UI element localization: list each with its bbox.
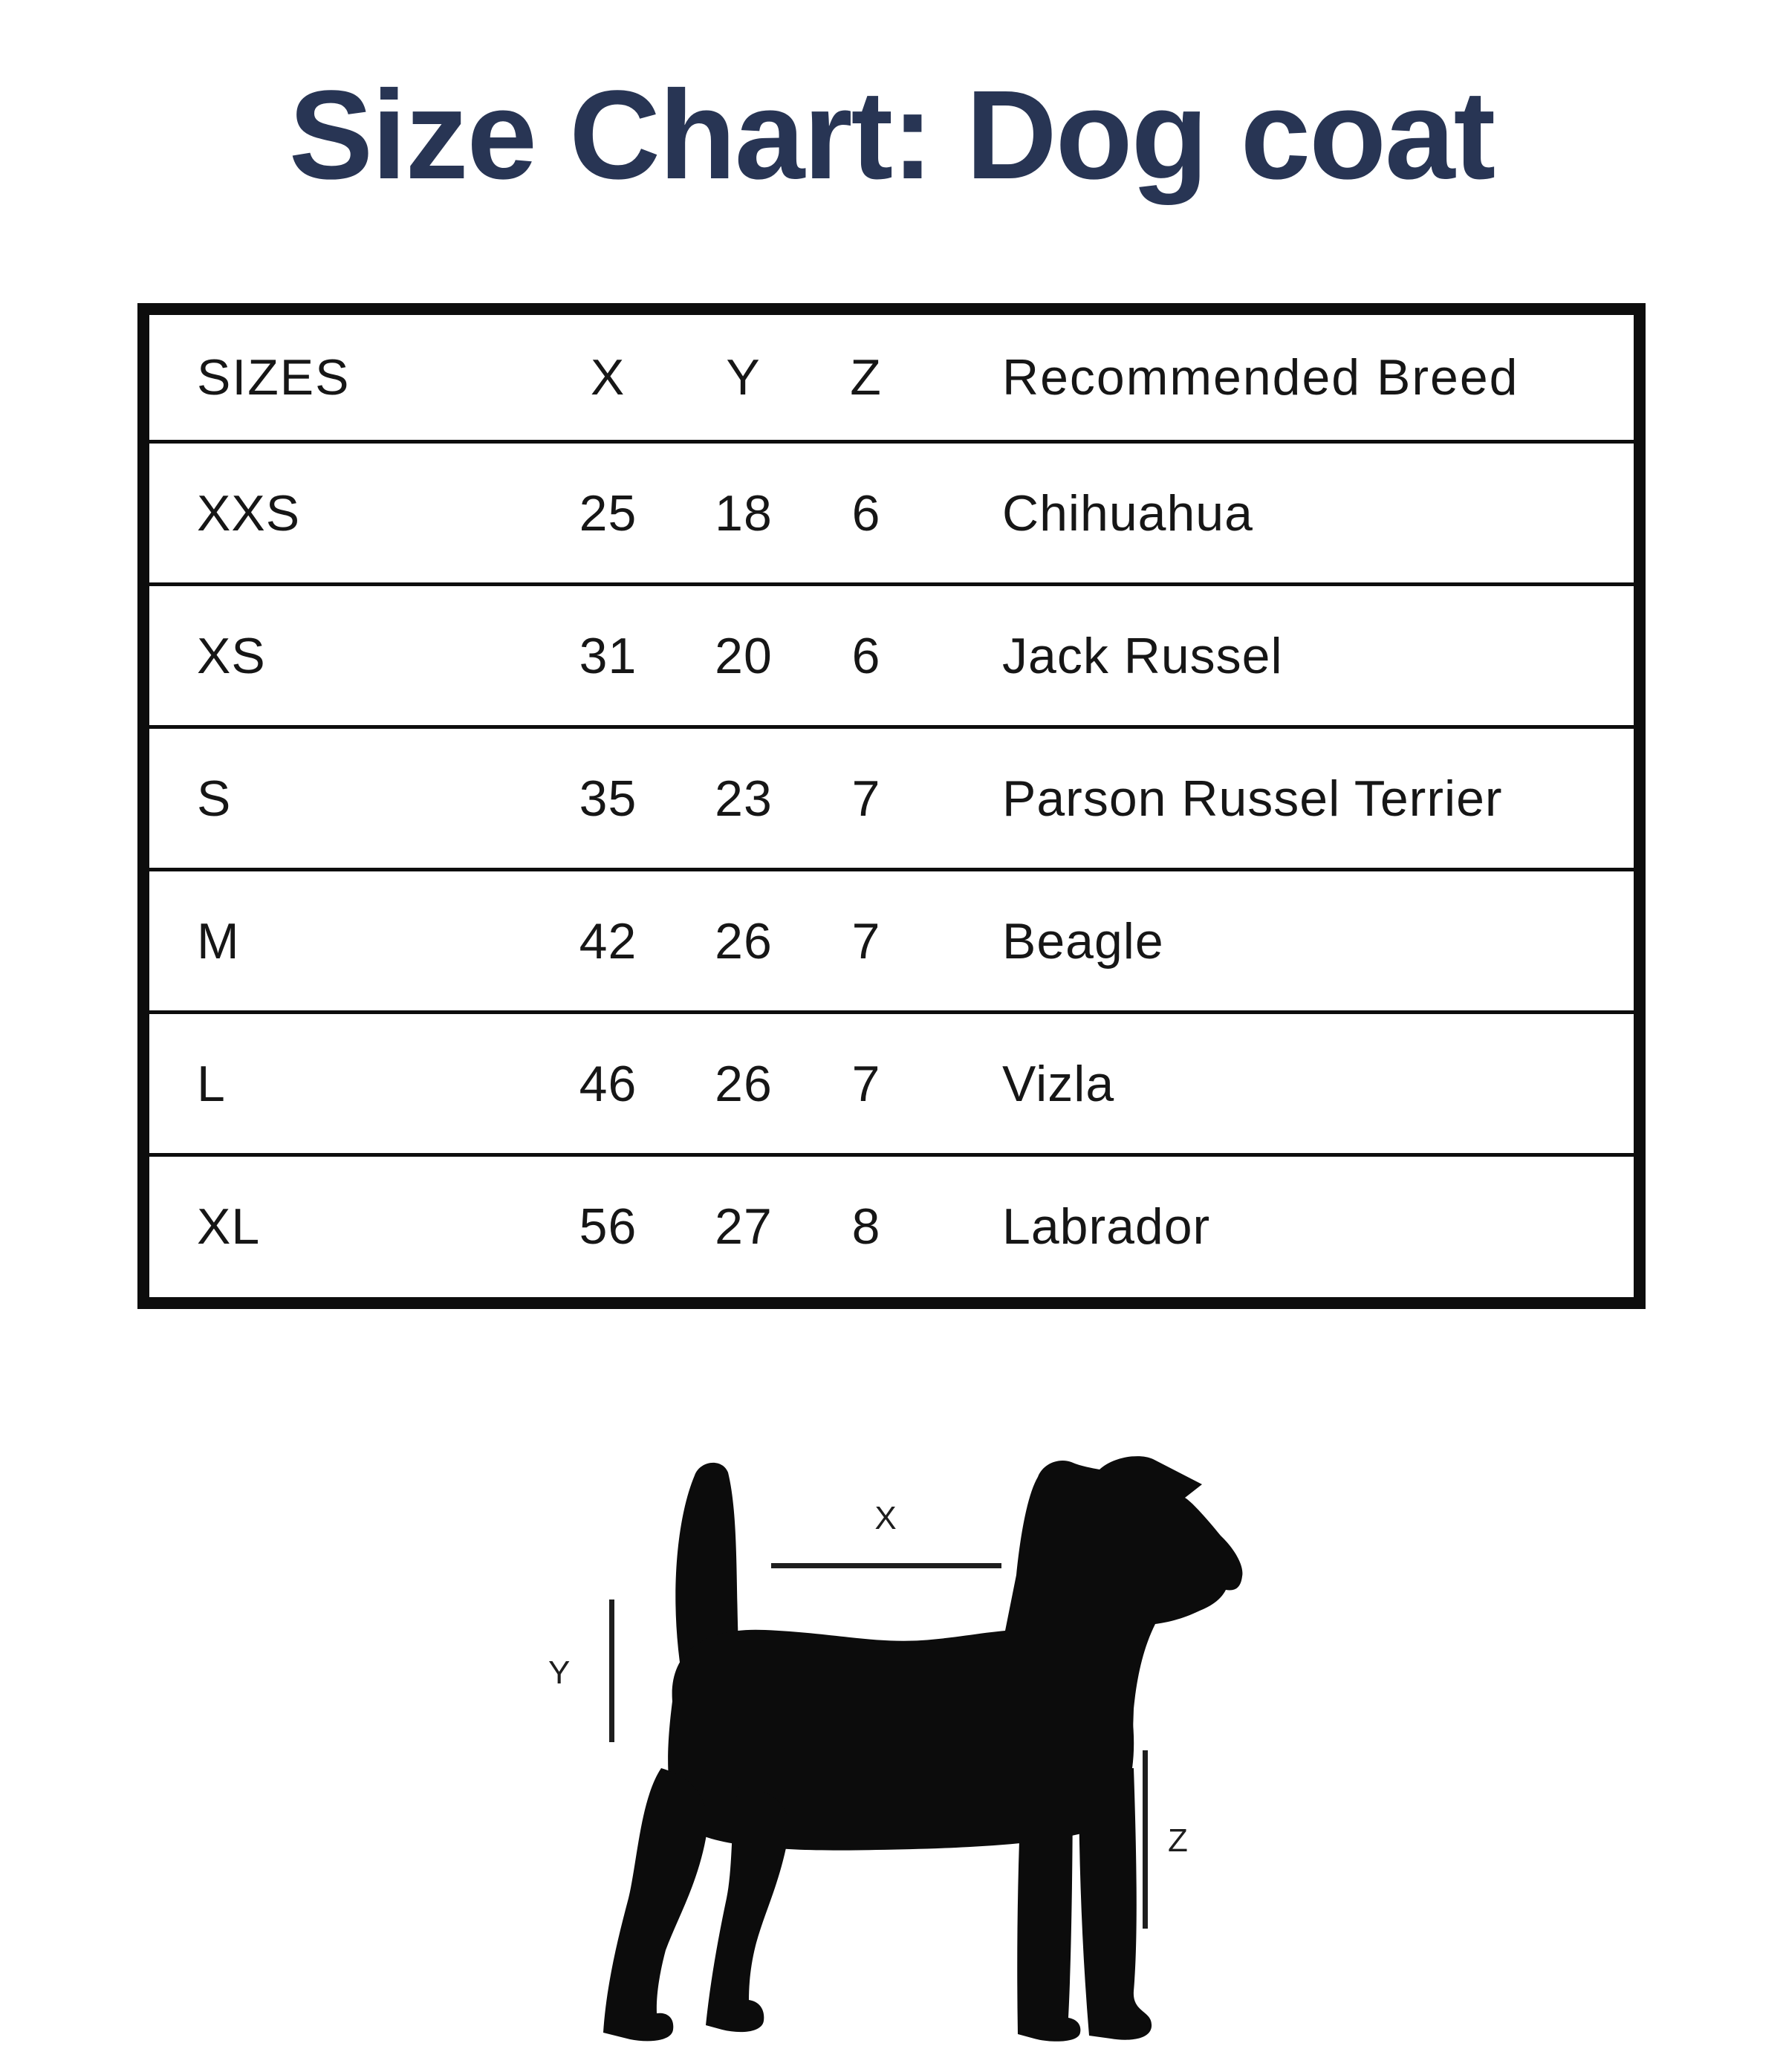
measure-z-line	[1143, 1750, 1148, 1929]
dog-hind-leg-rear	[603, 1768, 707, 2041]
table-row	[149, 868, 1634, 1010]
cell-x: 42	[579, 912, 637, 970]
table-row	[149, 1010, 1634, 1153]
dog-front-leg-forward	[1079, 1768, 1152, 2040]
table-row	[149, 1153, 1634, 1296]
cell-size: S	[197, 770, 232, 827]
cell-y: 18	[715, 484, 773, 542]
cell-size: M	[197, 912, 240, 970]
cell-y: 27	[715, 1198, 773, 1255]
cell-breed: Chihuahua	[1002, 484, 1253, 542]
cell-z: 8	[851, 1198, 881, 1255]
dog-front-leg-back	[1017, 1768, 1080, 2042]
cell-size: XL	[197, 1198, 261, 1255]
measure-x-label: X	[874, 1500, 898, 1536]
measure-y-label: Y	[548, 1654, 572, 1691]
dog-silhouette	[603, 1456, 1242, 2042]
measure-y-line	[609, 1600, 614, 1742]
cell-z: 6	[851, 484, 881, 542]
cell-z: 7	[851, 912, 881, 970]
cell-z: 7	[851, 770, 881, 827]
cell-z: 6	[851, 627, 881, 684]
cell-size: L	[197, 1055, 226, 1112]
cell-x: 46	[579, 1055, 637, 1112]
cell-x: 25	[579, 484, 637, 542]
cell-y: 20	[715, 627, 773, 684]
measure-x-line	[771, 1563, 1001, 1568]
cell-x: 56	[579, 1198, 637, 1255]
cell-breed: Parson Russel Terrier	[1002, 770, 1503, 827]
table-row	[149, 582, 1634, 725]
measure-z-label: Z	[1168, 1822, 1189, 1859]
table-row	[149, 725, 1634, 868]
cell-breed: Vizla	[1002, 1055, 1115, 1112]
cell-y: 26	[715, 1055, 773, 1112]
cell-size: XS	[197, 627, 266, 684]
column-header-breed: Recommended Breed	[1002, 349, 1519, 406]
cell-z: 7	[851, 1055, 881, 1112]
cell-y: 26	[715, 912, 773, 970]
cell-y: 23	[715, 770, 773, 827]
page-title: Size Chart: Dog coat	[288, 65, 1495, 206]
column-header-z: Z	[850, 349, 883, 406]
cell-breed: Beagle	[1002, 912, 1164, 970]
cell-size: XXS	[197, 484, 301, 542]
column-header-y: Y	[726, 349, 761, 406]
column-header-x: X	[590, 349, 626, 406]
column-header-sizes: SIZES	[197, 349, 351, 406]
table-row	[149, 440, 1634, 582]
cell-breed: Labrador	[1002, 1198, 1211, 1255]
cell-x: 35	[579, 770, 637, 827]
dog-measurement-diagram	[520, 1382, 1263, 2058]
cell-x: 31	[579, 627, 637, 684]
table-body	[149, 440, 1634, 1296]
dog-head	[996, 1456, 1242, 1798]
size-table	[137, 303, 1646, 1309]
cell-breed: Jack Russel	[1002, 627, 1283, 684]
table-header-row	[149, 315, 1634, 440]
